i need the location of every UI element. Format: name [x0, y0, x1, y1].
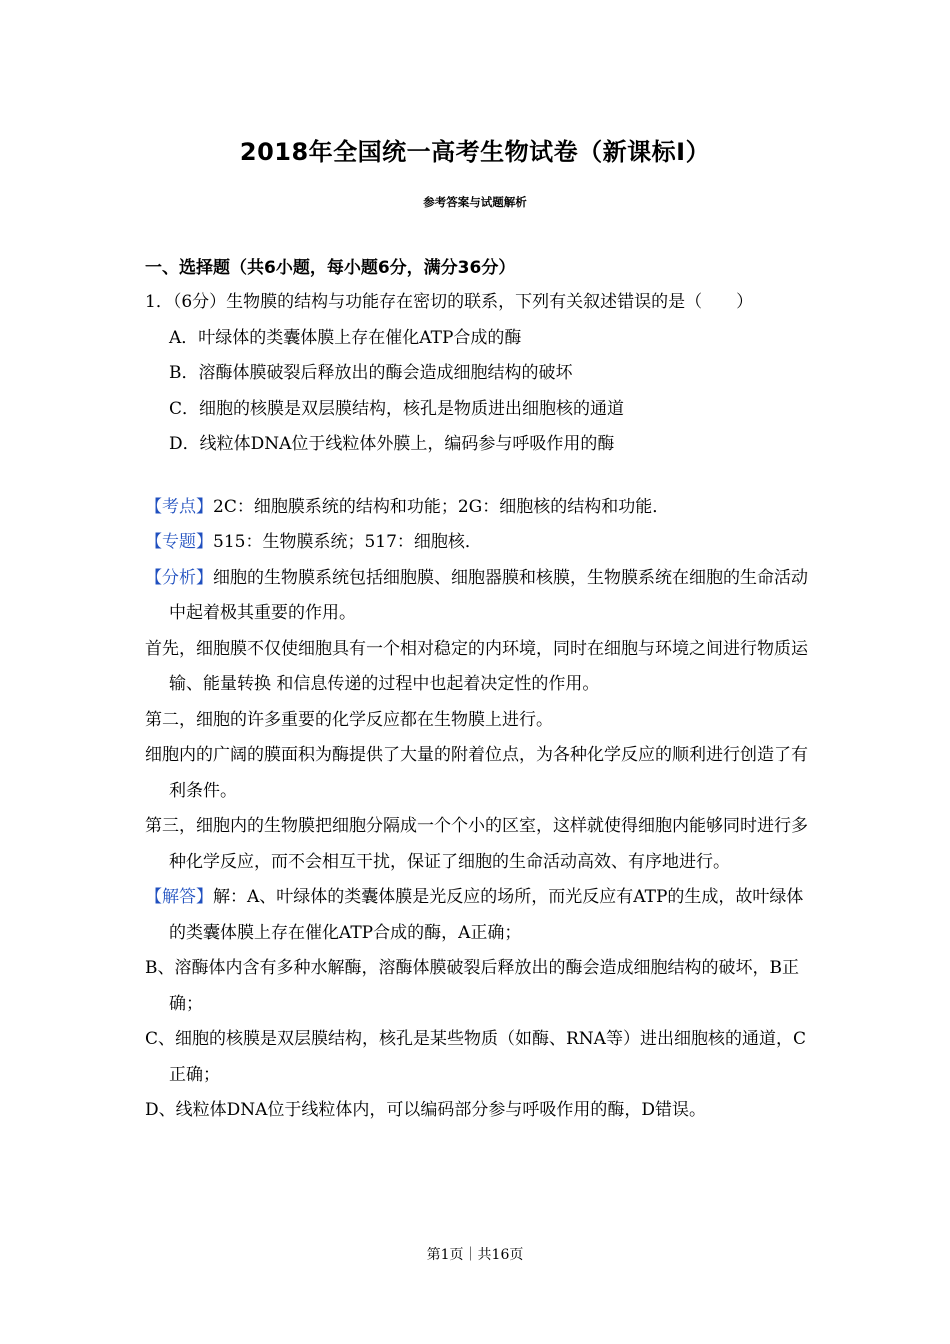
- jieda-text: 解：A、叶绿体的类囊体膜是光反应的场所，而光反应有ATP的生成，故叶绿体的类囊体膜上存在催化ATP合成的酶，A正确；: [169, 887, 804, 943]
- option-a: A．叶绿体的类囊体膜上存在催化ATP合成的酶: [169, 327, 522, 348]
- analysis-paragraph: 第三，细胞内的生物膜把细胞分隔成一个个小的区室，这样就使得细胞内能够同时进行多种化学反应，而不会相互干扰，保证了细胞的生命活动高效、有序地进行。: [145, 816, 808, 872]
- kaodian-tag: 【考点】: [145, 496, 213, 517]
- jieda-line: [145, 880, 810, 951]
- page-title: 2018年全国统一高考生物试卷（新课标Ⅰ）: [239, 138, 711, 166]
- option-b: B．溶酶体膜破裂后释放出的酶会造成细胞结构的破坏: [169, 363, 573, 383]
- answer-paragraph: D、线粒体DNA位于线粒体内，可以编码部分参与呼吸作用的酶，D错误。: [145, 1100, 707, 1120]
- option-c: C．细胞的核膜是双层膜结构，核孔是物质进出细胞核的通道: [169, 398, 625, 419]
- fenxi-text: 细胞的生物膜系统包括细胞膜、细胞器膜和核膜，生物膜系统在细胞的生命活动中起着极其重要的作用。: [169, 567, 808, 623]
- page-footer: 第1页｜共16页: [426, 1247, 524, 1263]
- analysis-paragraph: 第二，细胞的许多重要的化学反应都在生物膜上进行。: [145, 709, 553, 730]
- analysis-paragraph: 细胞内的广阔的膜面积为酶提供了大量的附着位点，为各种化学反应的顺利进行创造了有利条件。: [145, 745, 808, 801]
- jieda-tag: 【解答】: [145, 887, 213, 907]
- kaodian-text: 2C：细胞膜系统的结构和功能；2G：细胞核的结构和功能．: [213, 496, 670, 517]
- document-body: [145, 252, 810, 1129]
- analysis-paragraph: 首先，细胞膜不仅使细胞具有一个相对稳定的内环境，同时在细胞与环境之间进行物质运输、能量转换 和信息传递的过程中也起着决定性的作用。: [145, 638, 808, 694]
- kaodian-line: [145, 490, 810, 526]
- question-stem: 1．（6分）生物膜的结构与功能存在密切的联系，下列有关叙述错误的是（ ）: [145, 292, 754, 312]
- fenxi-line: [145, 561, 810, 632]
- zhuanti-tag: 【专题】: [145, 532, 213, 552]
- zhuanti-line: [145, 525, 810, 561]
- section-heading: 一、选择题（共6小题，每小题6分，满分36分）: [145, 258, 516, 278]
- fenxi-tag: 【分析】: [145, 567, 213, 588]
- zhuanti-text: 515：生物膜系统；517：细胞核．: [213, 532, 482, 552]
- answer-paragraph: C、细胞的核膜是双层膜结构，核孔是某些物质（如酶、RNA等）进出细胞核的通道，C正确；: [145, 1029, 806, 1085]
- page-subtitle: 参考答案与试题解析: [423, 195, 527, 209]
- answer-paragraph: B、溶酶体内含有多种水解酶，溶酶体膜破裂后释放出的酶会造成细胞结构的破坏，B正确；: [145, 958, 799, 1014]
- option-d: D．线粒体DNA位于线粒体外膜上，编码参与呼吸作用的酶: [169, 434, 615, 454]
